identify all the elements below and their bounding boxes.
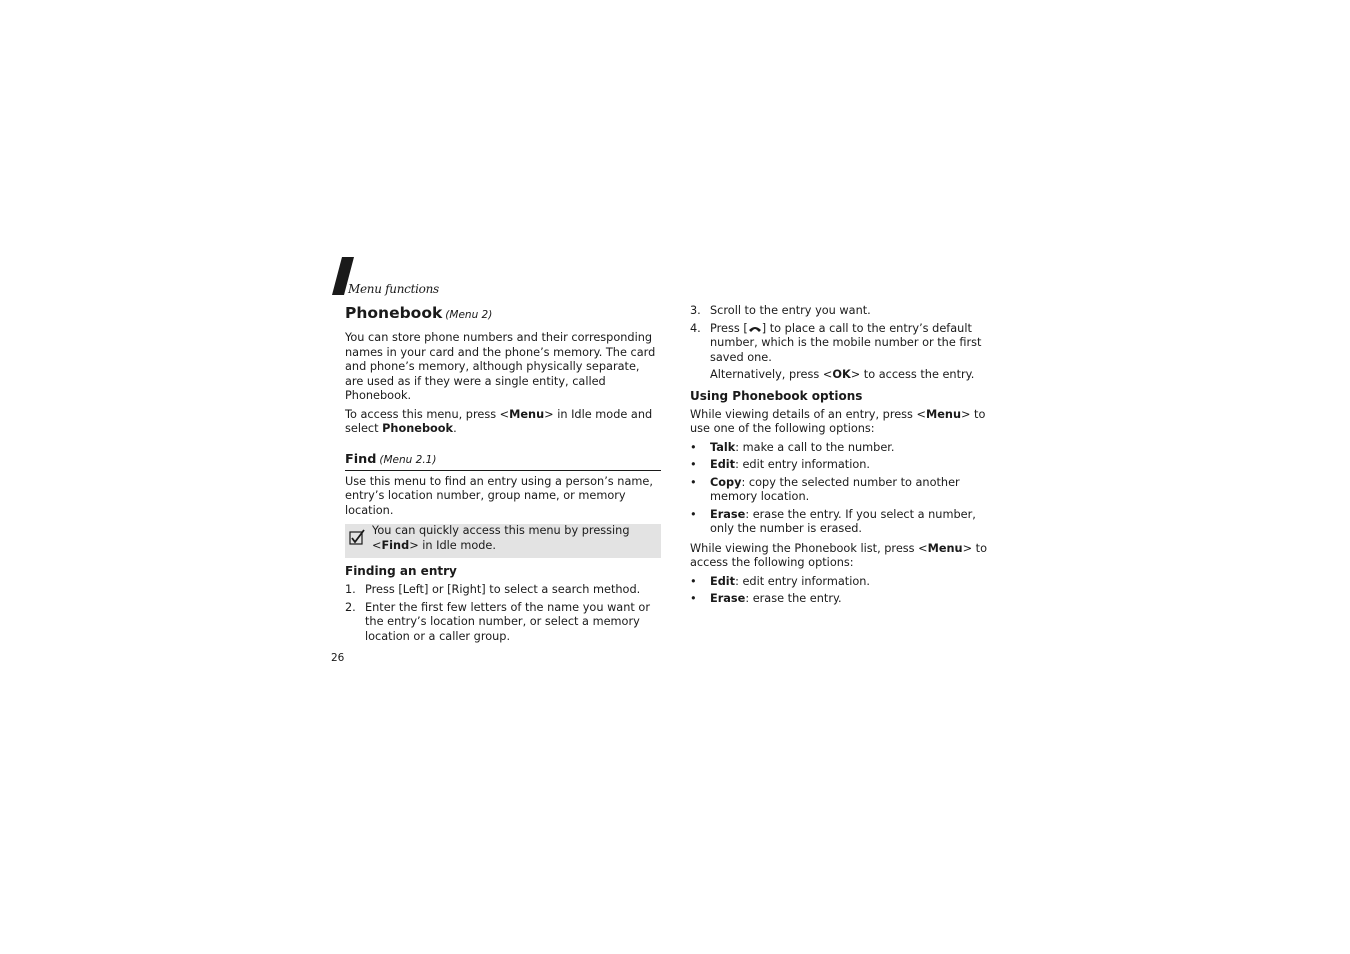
list-item: • Erase: erase the entry. If you select a number, only the number is erased. <box>690 507 976 535</box>
note-box <box>345 524 661 558</box>
options-section-title: Using Phonebook options <box>690 388 863 403</box>
right-column <box>690 304 994 610</box>
page-title: Phonebook (Menu 2) <box>345 304 493 322</box>
steps-list-continued <box>690 304 994 365</box>
list-item: 3. Scroll to the entry you want. <box>690 304 871 317</box>
note-text: You can quickly access this menu by pressing <Find> in Idle mode. <box>372 524 630 552</box>
steps-list <box>345 583 661 644</box>
intro-paragraph: You can store phone numbers and their corresponding names in your card and the phone’s memory. The card and phone’s memory, although physically separate, are used as if they were a single entity, called Phonebook. <box>345 331 656 402</box>
list-item: • Copy: copy the selected number to another memory location. <box>690 475 960 503</box>
menu-ref: (Menu 2.1) <box>379 453 437 466</box>
left-column <box>345 304 661 647</box>
details-paragraph: While viewing details of an entry, press <Menu> to use one of the following options: <box>690 407 986 435</box>
list-options-list <box>690 575 994 607</box>
running-head: Menu functions <box>348 282 439 296</box>
find-section-title: Find (Menu 2.1) <box>345 451 661 471</box>
list-item: 2. Enter the first few letters of the name you want or the entry’s location number, or select a memory location or a caller group. <box>345 600 650 643</box>
alternative-paragraph: Alternatively, press <OK> to access the entry. <box>710 368 975 381</box>
call-key-icon <box>748 324 762 333</box>
list-item: • Talk: make a call to the number. <box>690 440 895 454</box>
list-item: 4. Press [ ] to place a call to the entry’s default number, which is the mobile number or the first saved one. <box>690 321 982 364</box>
page-number: 26 <box>331 652 345 664</box>
find-description: Use this menu to find an entry using a person’s name, entry’s location number, group name, or memory location. <box>345 474 653 517</box>
list-item: • Erase: erase the entry. <box>690 592 842 605</box>
finding-entry-title: Finding an entry <box>345 564 457 578</box>
details-options-list <box>690 441 994 537</box>
access-paragraph: To access this menu, press <Menu> in Idle mode and select Phonebook. <box>345 407 653 435</box>
list-item: • Edit: edit entry information. <box>690 458 871 471</box>
menu-ref: (Menu 2) <box>445 309 493 321</box>
checkmark-note-icon <box>349 529 365 545</box>
list-item: • Edit: edit entry information. <box>690 574 871 588</box>
list-item: 1. Press [Left] or [Right] to select a search method. <box>345 583 641 596</box>
list-view-paragraph: While viewing the Phonebook list, press <Menu> to access the following options: <box>690 541 987 569</box>
